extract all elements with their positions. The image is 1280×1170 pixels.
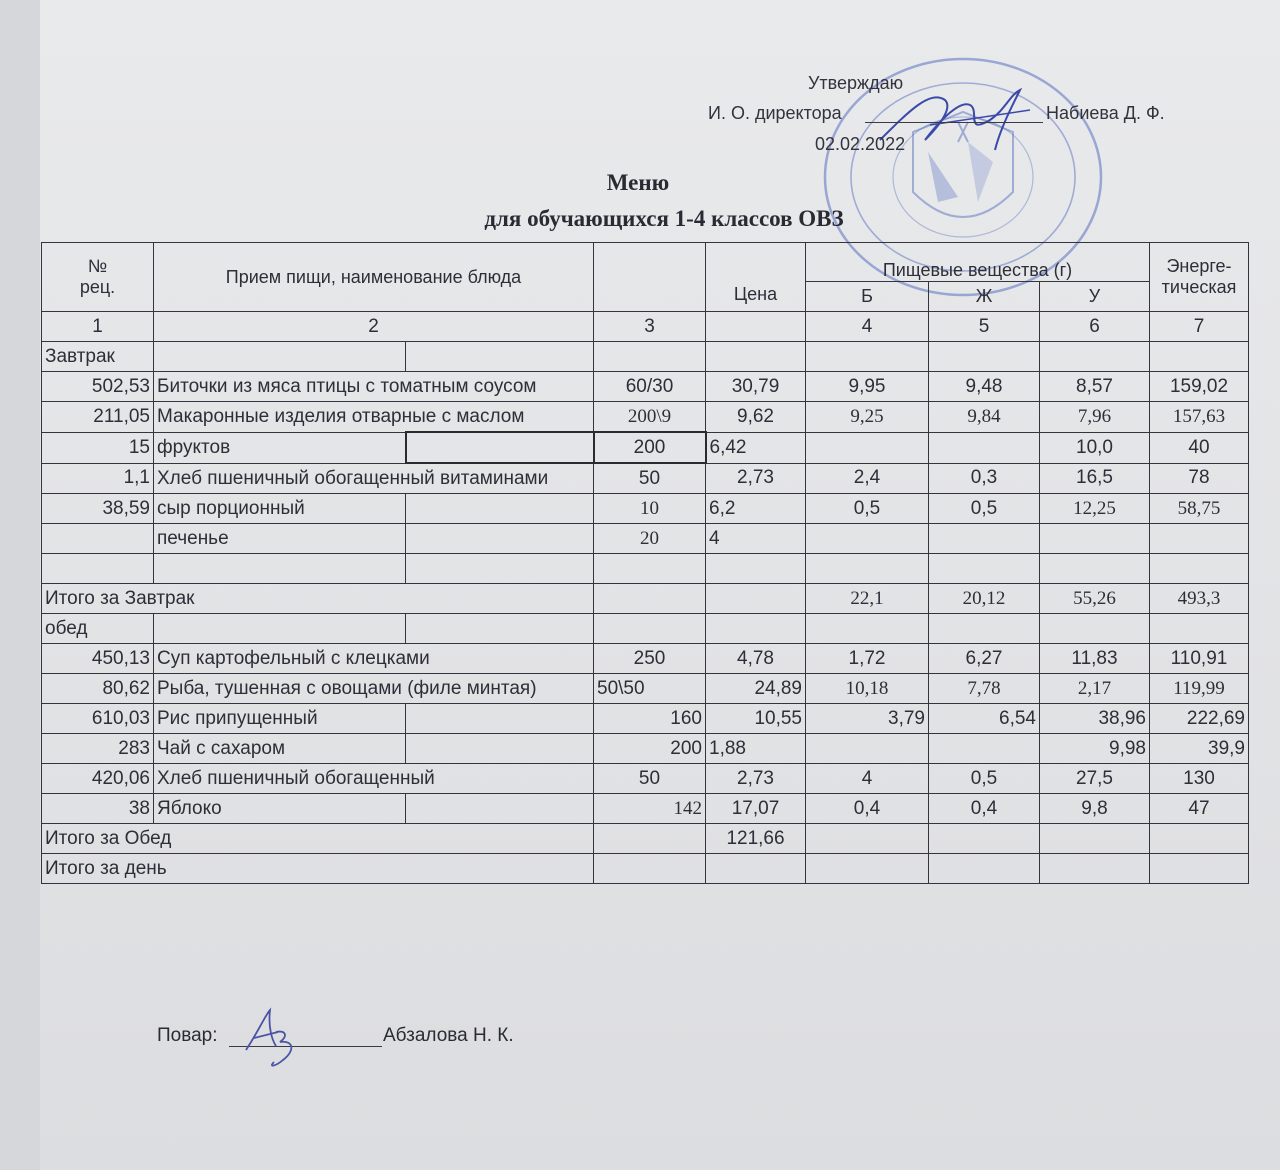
empty-cell (594, 824, 706, 854)
carbs: 10,0 (1040, 432, 1150, 463)
yield: 50 (594, 463, 706, 494)
empty-cell (1150, 342, 1249, 372)
breakfast-total-row (42, 584, 1249, 614)
empty-cell (594, 554, 706, 584)
signature-line (865, 122, 1043, 123)
empty-cell (706, 584, 806, 614)
total-label: Итого за Завтрак (42, 584, 594, 614)
dish-name: Яблоко (154, 794, 406, 824)
colnum-2: 2 (154, 312, 594, 342)
dish-name: сыр порционный (154, 494, 406, 524)
lunch-total-row (42, 824, 1249, 854)
header-meal: Прием пищи, наименование блюда (154, 243, 594, 312)
empty-cell (406, 432, 594, 463)
fat: 0,3 (929, 463, 1040, 494)
rec-no (42, 524, 154, 554)
yield: 142 (594, 794, 706, 824)
fat (929, 432, 1040, 463)
energy: 119,99 (1150, 674, 1249, 704)
empty-cell (1040, 824, 1150, 854)
table-row (42, 372, 1249, 402)
colnum-7: 7 (1150, 312, 1249, 342)
dish-name: Хлеб пшеничный обогащенный витаминами (154, 463, 594, 494)
empty-cell (406, 342, 594, 372)
section-breakfast (42, 342, 1249, 372)
empty-cell (154, 554, 406, 584)
header-rec-no-line1: № (87, 256, 108, 276)
table-row (42, 463, 1249, 494)
dish-name: печенье (154, 524, 406, 554)
yield: 200 (594, 432, 706, 463)
total-protein: 22,1 (806, 584, 929, 614)
header-energy-line2: тическая (1161, 277, 1237, 297)
price: 10,55 (706, 704, 806, 734)
empty-cell (929, 854, 1040, 884)
rec-no: 450,13 (42, 644, 154, 674)
dish-name: Биточки из мяса птицы с томатным соусом (154, 372, 594, 402)
empty-cell (1040, 554, 1150, 584)
price: 6,42 (706, 432, 806, 463)
cook-signature (238, 1002, 308, 1072)
yield: 200 (594, 734, 706, 764)
fat: 0,5 (929, 494, 1040, 524)
table-row (42, 432, 1249, 463)
empty-cell (1040, 854, 1150, 884)
yield: 200\9 (594, 402, 706, 433)
empty-cell (154, 614, 406, 644)
energy: 40 (1150, 432, 1249, 463)
colnum-empty (706, 312, 806, 342)
header-price: Цена (706, 243, 806, 312)
table-row (42, 402, 1249, 433)
colnum-6: 6 (1040, 312, 1150, 342)
table-row (42, 674, 1249, 704)
empty-cell (1150, 824, 1249, 854)
energy: 110,91 (1150, 644, 1249, 674)
empty-cell (594, 854, 706, 884)
carbs: 2,17 (1040, 674, 1150, 704)
energy: 39,9 (1150, 734, 1249, 764)
rec-no: 211,05 (42, 402, 154, 433)
empty-cell (806, 854, 929, 884)
protein: 0,5 (806, 494, 929, 524)
empty-cell (1150, 554, 1249, 584)
empty-cell (806, 524, 929, 554)
price: 1,88 (706, 734, 806, 764)
carbs: 8,57 (1040, 372, 1150, 402)
empty-cell (929, 342, 1040, 372)
energy: 78 (1150, 463, 1249, 494)
empty-cell (406, 554, 594, 584)
approval-position: И. О. директора (708, 103, 842, 123)
empty-cell (706, 614, 806, 644)
fat: 7,78 (929, 674, 1040, 704)
total-carbs: 55,26 (1040, 584, 1150, 614)
rec-no: 38 (42, 794, 154, 824)
table-row (42, 644, 1249, 674)
approval-name: Набиева Д. Ф. (1046, 103, 1165, 123)
dish-name: Чай с сахаром (154, 734, 406, 764)
empty-cell (406, 614, 594, 644)
dish-name: Рыба, тушенная с овощами (филе минтая) (154, 674, 594, 704)
empty-cell (929, 524, 1040, 554)
header-rec-no (42, 243, 154, 312)
total-label: Итого за день (42, 854, 594, 884)
empty-row (42, 554, 1249, 584)
approval-title: Утверждаю (808, 73, 904, 93)
dish-name: фруктов (154, 432, 406, 463)
colnum-row (42, 312, 1249, 342)
yield: 160 (594, 704, 706, 734)
colnum-3: 3 (594, 312, 706, 342)
header-energy-line1: Энерге- (1166, 256, 1232, 276)
protein: 2,4 (806, 463, 929, 494)
rec-no: 283 (42, 734, 154, 764)
header-zh: Ж (929, 282, 1040, 312)
table-row (42, 764, 1249, 794)
header-u: У (1040, 282, 1150, 312)
dish-name: Макаронные изделия отварные с маслом (154, 402, 594, 433)
fat: 6,54 (929, 704, 1040, 734)
protein: 3,79 (806, 704, 929, 734)
protein: 10,18 (806, 674, 929, 704)
empty-cell (1040, 342, 1150, 372)
empty-cell (929, 614, 1040, 644)
empty-cell (594, 342, 706, 372)
protein: 9,25 (806, 402, 929, 433)
total-label: Итого за Обед (42, 824, 594, 854)
carbs: 7,96 (1040, 402, 1150, 433)
yield: 50 (594, 764, 706, 794)
price: 9,62 (706, 402, 806, 433)
price: 4,78 (706, 644, 806, 674)
rec-no: 38,59 (42, 494, 154, 524)
rec-no: 610,03 (42, 704, 154, 734)
table-row (42, 794, 1249, 824)
price: 4 (706, 524, 806, 554)
header-b: Б (806, 282, 929, 312)
empty-cell (706, 554, 806, 584)
approval-date: 02.02.2022 (815, 134, 906, 154)
header-nutrients: Пищевые вещества (г) (806, 243, 1150, 282)
fat: 0,4 (929, 794, 1040, 824)
dish-name: Суп картофельный с клецками (154, 644, 594, 674)
empty-cell (1150, 854, 1249, 884)
fat: 6,27 (929, 644, 1040, 674)
empty-cell (594, 614, 706, 644)
energy: 157,63 (1150, 402, 1249, 433)
energy: 159,02 (1150, 372, 1249, 402)
rec-no: 15 (42, 432, 154, 463)
empty-cell (806, 824, 929, 854)
protein: 4 (806, 764, 929, 794)
energy: 222,69 (1150, 704, 1249, 734)
header-energy (1150, 243, 1249, 312)
rec-no: 80,62 (42, 674, 154, 704)
empty-cell (406, 794, 594, 824)
carbs: 9,8 (1040, 794, 1150, 824)
empty-cell (706, 342, 806, 372)
price: 17,07 (706, 794, 806, 824)
empty-cell (406, 734, 594, 764)
carbs: 16,5 (1040, 463, 1150, 494)
empty-cell (929, 824, 1040, 854)
protein (806, 734, 929, 764)
table-row (42, 494, 1249, 524)
fat: 9,48 (929, 372, 1040, 402)
yield: 50\50 (594, 674, 706, 704)
yield: 250 (594, 644, 706, 674)
carbs: 27,5 (1040, 764, 1150, 794)
section-label: Завтрак (42, 342, 154, 372)
section-lunch (42, 614, 1249, 644)
empty-cell (806, 614, 929, 644)
price: 30,79 (706, 372, 806, 402)
empty-cell (406, 494, 594, 524)
rec-no: 1,1 (42, 463, 154, 494)
protein: 0,4 (806, 794, 929, 824)
yield: 60/30 (594, 372, 706, 402)
protein (806, 432, 929, 463)
carbs: 11,83 (1040, 644, 1150, 674)
document-title: Меню (606, 170, 670, 195)
empty-cell (929, 554, 1040, 584)
empty-cell (1040, 614, 1150, 644)
energy: 47 (1150, 794, 1249, 824)
empty-cell (154, 342, 406, 372)
empty-cell (1150, 524, 1249, 554)
header-empty (594, 243, 706, 312)
table-row (42, 734, 1249, 764)
cook-name: Абзалова Н. К. (383, 1025, 514, 1046)
table-row (42, 524, 1249, 554)
section-label: обед (42, 614, 154, 644)
colnum-4: 4 (806, 312, 929, 342)
fat (929, 734, 1040, 764)
colnum-1: 1 (42, 312, 154, 342)
empty-cell (706, 854, 806, 884)
carbs: 12,25 (1040, 494, 1150, 524)
rec-no: 420,06 (42, 764, 154, 794)
empty-cell (1040, 524, 1150, 554)
price: 24,89 (706, 674, 806, 704)
fat: 9,84 (929, 402, 1040, 433)
rec-no: 502,53 (42, 372, 154, 402)
price: 6,2 (706, 494, 806, 524)
fat: 0,5 (929, 764, 1040, 794)
dish-name: Рис припущенный (154, 704, 406, 734)
menu-table (41, 242, 1249, 884)
carbs: 38,96 (1040, 704, 1150, 734)
empty-cell (406, 524, 594, 554)
yield: 10 (594, 494, 706, 524)
total-price: 121,66 (706, 824, 806, 854)
empty-cell (1150, 614, 1249, 644)
header-rec-no-line2: рец. (79, 277, 116, 297)
table-row (42, 704, 1249, 734)
yield: 20 (594, 524, 706, 554)
header-row-1 (42, 243, 1249, 282)
energy: 130 (1150, 764, 1249, 794)
total-fat: 20,12 (929, 584, 1040, 614)
day-total-row (42, 854, 1249, 884)
cook-label: Повар: (157, 1025, 218, 1046)
protein: 9,95 (806, 372, 929, 402)
empty-cell (42, 554, 154, 584)
empty-cell (406, 704, 594, 734)
energy: 58,75 (1150, 494, 1249, 524)
price: 2,73 (706, 463, 806, 494)
protein: 1,72 (806, 644, 929, 674)
carbs: 9,98 (1040, 734, 1150, 764)
colnum-5: 5 (929, 312, 1040, 342)
empty-cell (806, 554, 929, 584)
document-subtitle: для обучающихся 1-4 классов ОВЗ (484, 206, 844, 231)
price: 2,73 (706, 764, 806, 794)
empty-cell (594, 584, 706, 614)
dish-name: Хлеб пшеничный обогащенный (154, 764, 594, 794)
total-energy: 493,3 (1150, 584, 1249, 614)
empty-cell (806, 342, 929, 372)
